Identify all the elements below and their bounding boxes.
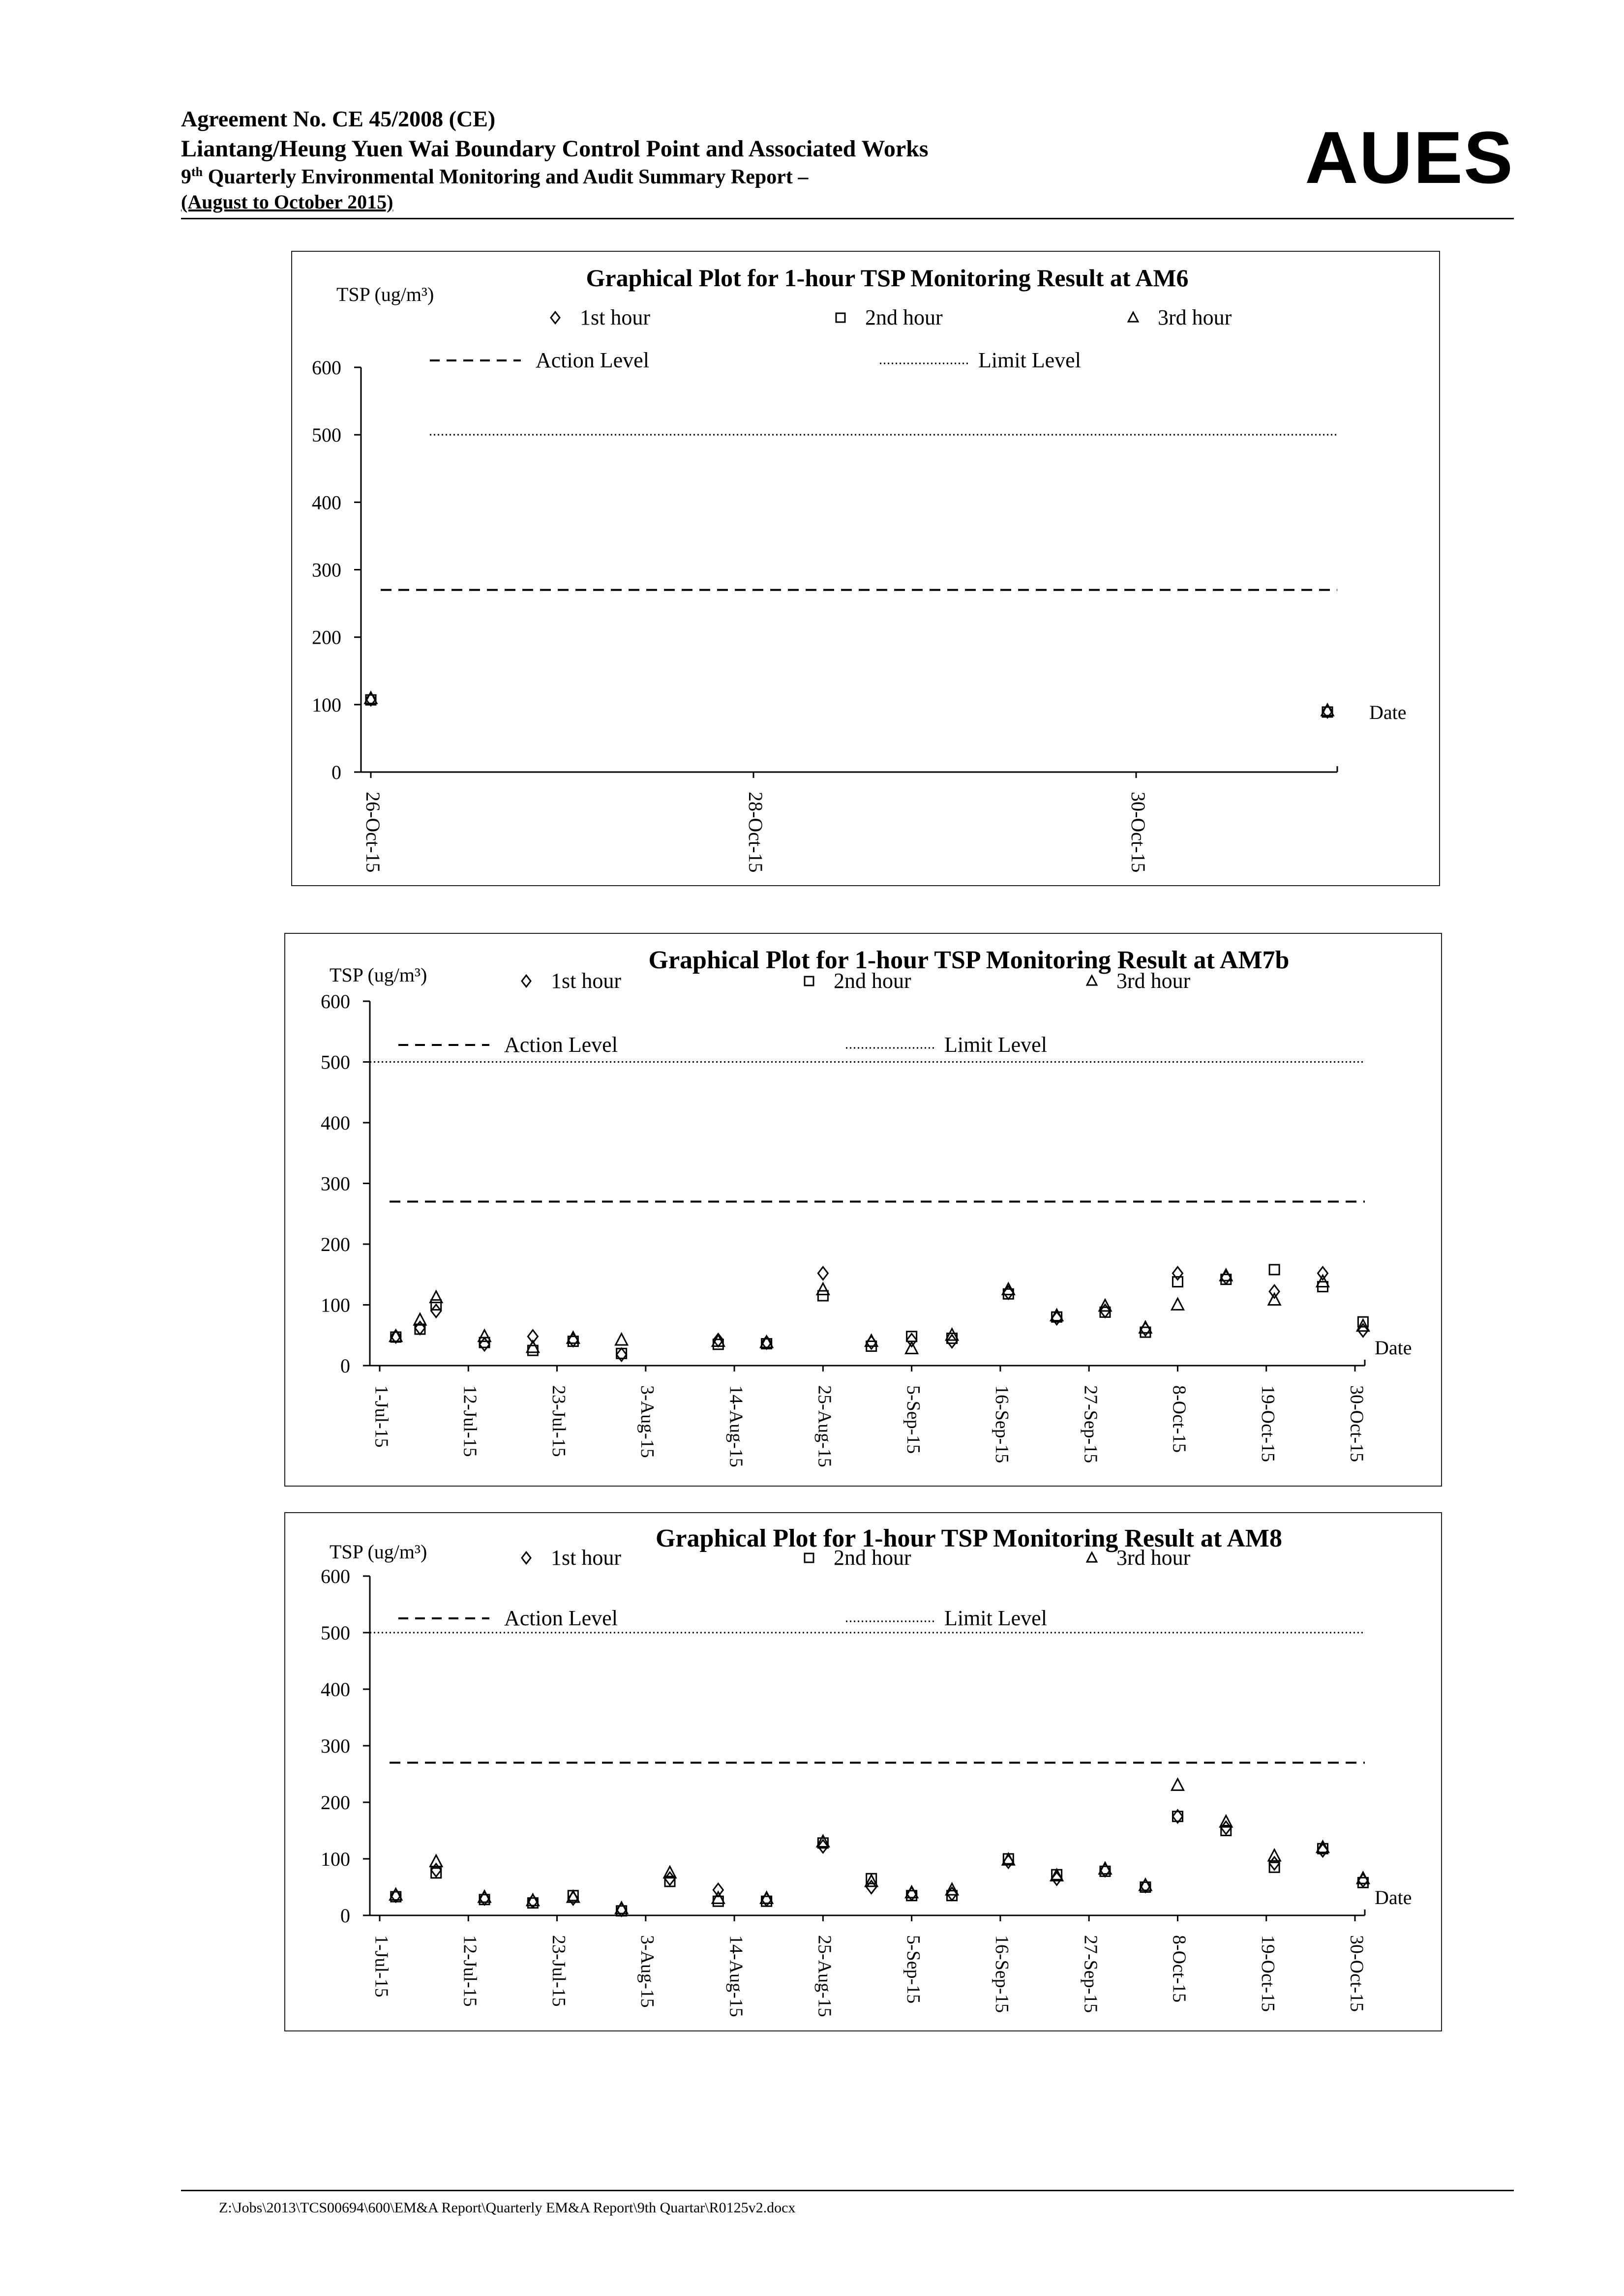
x-tick-label: 25-Aug-15 bbox=[814, 1935, 835, 2017]
report-title bbox=[181, 165, 808, 189]
legend-label-action: Action Level bbox=[504, 1606, 618, 1630]
legend-label-h1: 1st hour bbox=[580, 305, 650, 329]
report-title-rest: Quarterly Environmental Monitoring and Audit Summary Report – bbox=[203, 166, 809, 188]
legend-marker-h2 bbox=[805, 977, 813, 985]
x-tick-label: 3-Aug-15 bbox=[637, 1385, 658, 1458]
legend-label-h1: 1st hour bbox=[551, 1546, 621, 1570]
y-tick-label: 400 bbox=[321, 1112, 350, 1134]
point-2nd-hour bbox=[1269, 1265, 1279, 1275]
data-points bbox=[390, 1265, 1369, 1361]
point-1st-hour bbox=[1052, 1312, 1062, 1325]
point-1st-hour bbox=[1358, 1874, 1368, 1887]
point-1st-hour bbox=[907, 1334, 917, 1346]
y-tick-label: 200 bbox=[321, 1233, 350, 1255]
chart-title: Graphical Plot for 1-hour TSP Monitoring Result at AM6 bbox=[586, 264, 1189, 292]
legend-marker-h2 bbox=[805, 1553, 813, 1562]
chart-am8 bbox=[284, 1512, 1442, 2031]
legend-label-h3: 3rd hour bbox=[1116, 1546, 1191, 1570]
point-3rd-hour bbox=[414, 1313, 426, 1325]
x-tick-label: 5-Sep-15 bbox=[902, 1935, 924, 2004]
point-1st-hour bbox=[617, 1348, 627, 1361]
legend-marker-h1 bbox=[522, 1552, 531, 1563]
report-header bbox=[181, 106, 1514, 221]
x-tick-label: 16-Sep-15 bbox=[992, 1935, 1013, 2013]
legend bbox=[398, 1546, 1191, 1630]
legend-label-h3: 3rd hour bbox=[1116, 969, 1191, 993]
y-tick-label: 0 bbox=[340, 1905, 350, 1927]
legend-marker-h1 bbox=[551, 312, 560, 323]
legend-marker-h3 bbox=[1128, 312, 1138, 322]
point-1st-hour bbox=[1052, 1872, 1062, 1885]
legend bbox=[398, 969, 1191, 1057]
legend-label-limit: Limit Level bbox=[944, 1606, 1047, 1630]
report-title-sup: th bbox=[191, 165, 203, 179]
point-1st-hour bbox=[1003, 1855, 1013, 1868]
x-tick-label: 8-Oct-15 bbox=[1169, 1935, 1190, 2003]
x-tick-label: 14-Aug-15 bbox=[725, 1935, 747, 2017]
y-tick-label: 600 bbox=[312, 357, 341, 379]
y-tick-label: 200 bbox=[321, 1791, 350, 1814]
footer-file-path: Z:\Jobs\2013\TCS00694\600\EM&A Report\Quarterly EM&A Report\9th Quartar\R0125v2.docx bbox=[219, 2200, 796, 2216]
point-1st-hour bbox=[1318, 1844, 1327, 1857]
x-axis-label: Date bbox=[1369, 701, 1407, 723]
y-tick-label: 100 bbox=[312, 693, 341, 716]
legend bbox=[430, 305, 1232, 372]
point-2nd-hour bbox=[1173, 1812, 1182, 1821]
y-tick-label: 600 bbox=[321, 990, 350, 1013]
point-1st-hour bbox=[818, 1267, 828, 1280]
y-tick-label: 500 bbox=[321, 1622, 350, 1644]
y-tick-label: 300 bbox=[321, 1172, 350, 1195]
point-2nd-hour bbox=[818, 1291, 828, 1301]
x-tick-label: 12-Jul-15 bbox=[459, 1935, 481, 2007]
x-tick-label: 16-Sep-15 bbox=[992, 1385, 1013, 1463]
point-1st-hour bbox=[713, 1883, 723, 1896]
legend-label-h2: 2nd hour bbox=[834, 969, 911, 993]
x-tick-label: 3-Aug-15 bbox=[637, 1935, 658, 2008]
point-1st-hour bbox=[1173, 1267, 1182, 1280]
legend-label-h2: 2nd hour bbox=[834, 1546, 911, 1570]
y-axis-label: TSP (ug/m³) bbox=[330, 1541, 427, 1563]
chart-title: Graphical Plot for 1-hour TSP Monitoring Result at AM7b bbox=[648, 946, 1290, 974]
x-tick-label: 19-Oct-15 bbox=[1258, 1385, 1279, 1462]
y-tick-label: 600 bbox=[321, 1565, 350, 1587]
legend-marker-h3 bbox=[1087, 1552, 1097, 1562]
y-axis-label: TSP (ug/m³) bbox=[330, 964, 427, 986]
x-tick-label: 5-Sep-15 bbox=[902, 1385, 924, 1454]
point-3rd-hour bbox=[479, 1330, 490, 1342]
chart-am6 bbox=[291, 251, 1440, 886]
point-3rd-hour bbox=[1317, 1275, 1328, 1286]
legend-label-h1: 1st hour bbox=[551, 969, 621, 993]
aues-logo: AUES bbox=[1305, 116, 1514, 199]
x-tick-label: 19-Oct-15 bbox=[1258, 1935, 1279, 2012]
point-3rd-hour bbox=[616, 1334, 628, 1345]
point-3rd-hour bbox=[712, 1892, 724, 1903]
header-rule bbox=[181, 218, 1514, 219]
point-3rd-hour bbox=[1172, 1779, 1183, 1790]
chart-title: Graphical Plot for 1-hour TSP Monitoring Result at AM8 bbox=[655, 1524, 1283, 1552]
point-1st-hour bbox=[568, 1334, 578, 1346]
x-tick-label: 27-Sep-15 bbox=[1080, 1935, 1101, 2013]
legend-label-limit: Limit Level bbox=[944, 1033, 1047, 1057]
chart-am7b-svg bbox=[285, 934, 1441, 1486]
point-1st-hour bbox=[1318, 1267, 1327, 1280]
point-2nd-hour bbox=[1173, 1277, 1182, 1287]
point-3rd-hour bbox=[430, 1291, 442, 1302]
x-axis-label: Date bbox=[1375, 1337, 1412, 1359]
y-tick-label: 100 bbox=[321, 1294, 350, 1316]
point-1st-hour bbox=[1269, 1285, 1279, 1298]
point-1st-hour bbox=[480, 1338, 489, 1351]
report-period: (August to October 2015) bbox=[181, 191, 393, 213]
x-tick-label: 30-Oct-15 bbox=[1127, 792, 1149, 873]
point-1st-hour bbox=[415, 1321, 425, 1334]
y-tick-label: 0 bbox=[331, 761, 341, 783]
agreement-number: Agreement No. CE 45/2008 (CE) bbox=[181, 106, 496, 131]
x-tick-label: 12-Jul-15 bbox=[459, 1385, 481, 1457]
x-axis-label: Date bbox=[1375, 1886, 1412, 1908]
x-tick-label: 14-Aug-15 bbox=[725, 1385, 747, 1467]
y-tick-label: 500 bbox=[321, 1051, 350, 1073]
project-title: Liantang/Heung Yuen Wai Boundary Control Point and Associated Works bbox=[181, 136, 929, 162]
y-axis-label: TSP (ug/m³) bbox=[336, 283, 434, 305]
footer-rule bbox=[181, 2190, 1514, 2191]
x-tick-label: 1-Jul-15 bbox=[371, 1935, 392, 1998]
y-tick-label: 0 bbox=[340, 1355, 350, 1377]
point-3rd-hour bbox=[1268, 1293, 1280, 1305]
chart-am7b bbox=[284, 933, 1442, 1487]
legend-marker-h3 bbox=[1087, 976, 1097, 985]
point-3rd-hour bbox=[1268, 1849, 1280, 1861]
x-tick-label: 27-Sep-15 bbox=[1080, 1385, 1101, 1463]
point-1st-hour bbox=[1269, 1857, 1279, 1870]
y-tick-label: 300 bbox=[312, 559, 341, 581]
point-3rd-hour bbox=[817, 1283, 829, 1294]
legend-marker-h2 bbox=[836, 313, 845, 322]
x-tick-label: 23-Jul-15 bbox=[548, 1935, 569, 2007]
y-tick-label: 500 bbox=[312, 424, 341, 447]
legend-label-limit: Limit Level bbox=[978, 348, 1081, 372]
y-tick-label: 300 bbox=[321, 1735, 350, 1757]
x-tick-label: 30-Oct-15 bbox=[1346, 1385, 1367, 1462]
x-tick-label: 28-Oct-15 bbox=[744, 792, 767, 873]
legend-label-h2: 2nd hour bbox=[865, 305, 943, 329]
legend-label-action: Action Level bbox=[536, 348, 649, 372]
x-tick-label: 8-Oct-15 bbox=[1169, 1385, 1190, 1453]
report-title-number: 9 bbox=[181, 166, 191, 188]
x-tick-label: 25-Aug-15 bbox=[814, 1385, 835, 1467]
legend-label-h3: 3rd hour bbox=[1158, 305, 1232, 329]
point-3rd-hour bbox=[906, 1342, 918, 1353]
y-tick-label: 100 bbox=[321, 1848, 350, 1870]
chart-am6-svg bbox=[292, 252, 1439, 885]
data-points bbox=[365, 692, 1333, 717]
point-1st-hour bbox=[431, 1864, 441, 1877]
point-1st-hour bbox=[431, 1305, 441, 1317]
point-1st-hour bbox=[1221, 1271, 1231, 1284]
y-tick-label: 400 bbox=[321, 1678, 350, 1700]
x-tick-label: 23-Jul-15 bbox=[548, 1385, 569, 1457]
x-tick-label: 26-Oct-15 bbox=[361, 792, 384, 873]
point-3rd-hour bbox=[1172, 1298, 1183, 1310]
x-tick-label: 30-Oct-15 bbox=[1346, 1935, 1367, 2012]
legend-marker-h1 bbox=[522, 975, 531, 986]
legend-label-action: Action Level bbox=[504, 1033, 618, 1057]
chart-am8-svg bbox=[285, 1513, 1441, 2030]
y-tick-label: 400 bbox=[312, 491, 341, 514]
data-points bbox=[390, 1779, 1369, 1916]
x-tick-label: 1-Jul-15 bbox=[371, 1385, 392, 1448]
y-tick-label: 200 bbox=[312, 626, 341, 649]
